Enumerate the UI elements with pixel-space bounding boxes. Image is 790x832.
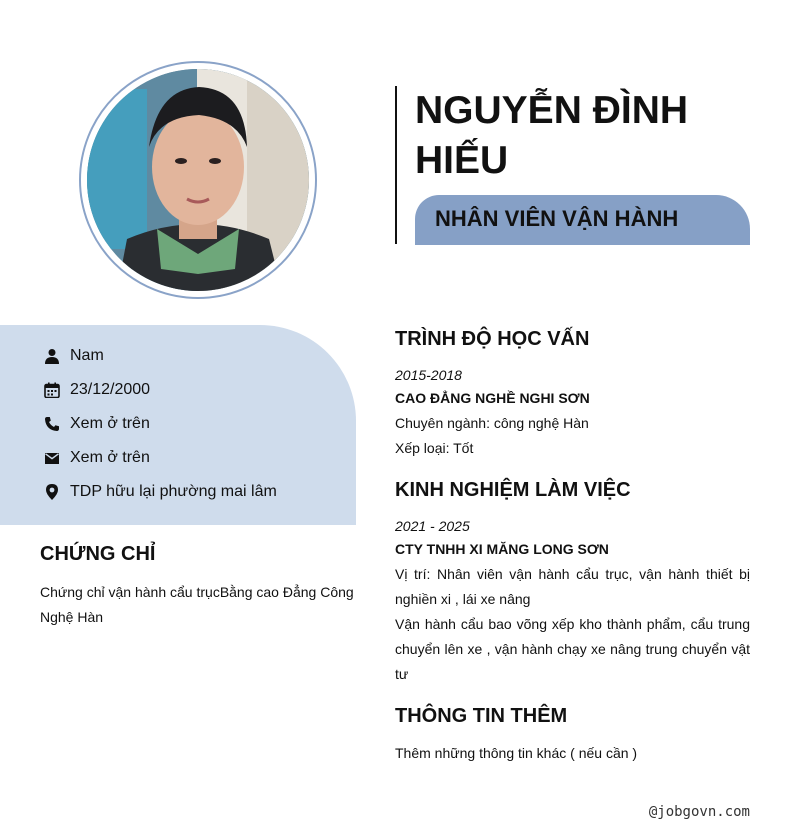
- dob-row: [42, 378, 150, 402]
- dob-value: 23/12/2000: [70, 381, 151, 398]
- extra-text: Thêm những thông tin khác ( nếu cần ): [395, 745, 638, 761]
- experience-title: KINH NGHIỆM LÀM VIỆC: [395, 479, 631, 501]
- role-badge: [415, 195, 750, 245]
- education-title: TRÌNH ĐỘ HỌC VẤN: [395, 328, 590, 350]
- experience-company: CTY TNHH XI MĂNG LONG SƠN: [395, 541, 609, 557]
- email-row: [42, 446, 150, 470]
- avatar: [87, 69, 309, 291]
- experience-period: 2021 - 2025: [395, 518, 470, 534]
- education-rank: Xếp loại: Tốt: [395, 440, 474, 456]
- calendar-icon: [42, 380, 62, 400]
- email-value: Xem ở trên: [70, 449, 150, 466]
- person-icon: [42, 346, 62, 366]
- education-period: 2015-2018: [395, 367, 462, 383]
- address-value: TDP hữu lại phường mai lâm: [70, 483, 277, 500]
- candidate-name: NGUYỄN ĐÌNH HIẾU: [415, 89, 689, 182]
- phone-value: Xem ở trên: [70, 415, 150, 432]
- role-title: NHÂN VIÊN VẬN HÀNH: [435, 206, 679, 231]
- experience-position: Vị trí: Nhân viên vận hành cẩu trục, vận hành thiết bị nghiền xi , lái xe nâng: [395, 566, 750, 607]
- mail-icon: [42, 448, 62, 468]
- address-row: [42, 480, 277, 504]
- brand-watermark: @jobgovn.com: [648, 804, 750, 820]
- experience-description: Vận hành cẩu bao võng xếp kho thành phẩm, cẩu trung chuyển lên xe , vận hành chạy xe nâng trung chuyển vật tư: [395, 616, 750, 682]
- location-icon: [42, 482, 62, 502]
- phone-icon: [42, 414, 62, 434]
- phone-row: [42, 412, 150, 436]
- header-divider: [395, 86, 397, 244]
- extra-title: THÔNG TIN THÊM: [395, 705, 568, 727]
- education-major: Chuyên ngành: công nghệ Hàn: [395, 415, 589, 431]
- certificates-text: Chứng chỉ vận hành cẩu trụcBằng cao Đẳng Công Nghệ Hàn: [40, 584, 354, 625]
- gender-row: [42, 344, 104, 368]
- certificates-title: CHỨNG CHỈ: [40, 543, 156, 565]
- gender-value: Nam: [70, 347, 104, 364]
- education-school: CAO ĐẲNG NGHỀ NGHI SƠN: [395, 390, 590, 406]
